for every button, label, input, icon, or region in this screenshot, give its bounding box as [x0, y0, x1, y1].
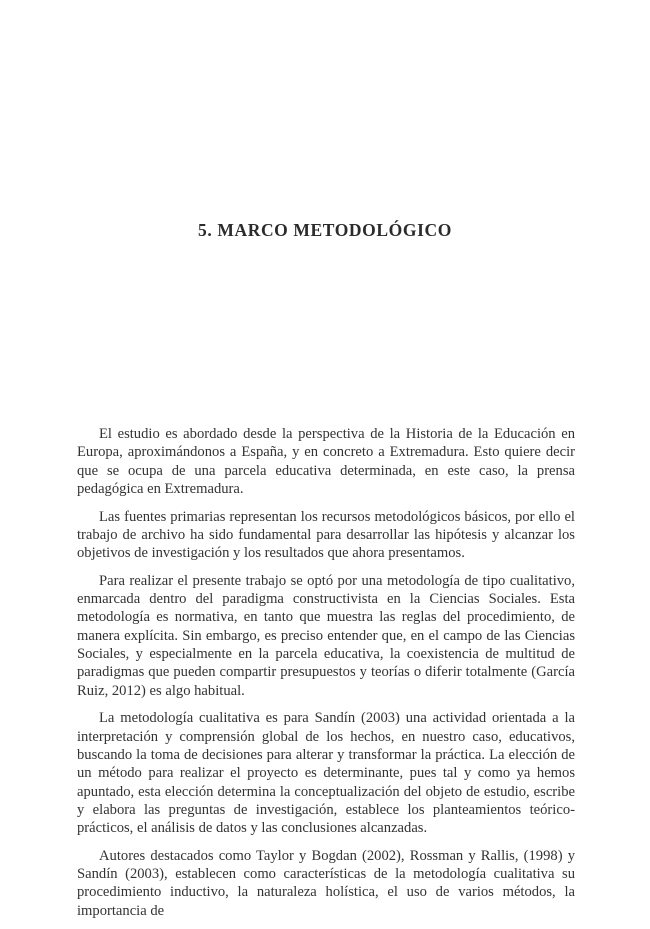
paragraph-2: Las fuentes primarias representan los recursos metodológicos básicos, por ello el trabajo de archivo ha sido fundamental para desarrollar las hipótesis y alcanzar los objetivos de investigación y los resultados que ahora presentamos.: [77, 508, 575, 562]
paragraph-3: Para realizar el presente trabajo se optó por una metodología de tipo cualitativo, enmarcada dentro del paradigma constructivista en la Ciencias Sociales. Esta metodología es normativa, en tanto que muestra las reglas del procedimiento, de manera explícita. Sin embargo, es preciso entender que, en el campo de las Ciencias Sociales, y especialmente en la parcela educativa, la coexistencia de multitud de paradigmas que pueden compartir presupuestos y teorías o diferir totalmente (García Ruiz, 2012) es algo habitual.: [77, 572, 575, 699]
paragraph-4: La metodología cualitativa es para Sandín (2003) una actividad orientada a la interpretación y comprensión global de los hechos, en nuestro caso, educativos, buscando la toma de decisiones para alterar y transformar la práctica. La elección de un método para realizar el proyecto es determinante, pues tal y como ya hemos apuntado, esta elección determina la conceptualización del objeto de estudio, escribe y elabora las preguntas de investigación, establece los planteamientos teórico-prácticos, el análisis de datos y las conclusiones alcanzadas.: [77, 710, 575, 837]
paragraph-5: Autores destacados como Taylor y Bogdan (2002), Rossman y Rallis, (1998) y Sandín (2003), establecen como características de la metodología cualitativa su procedimiento inductivo, la naturaleza holística, el uso de varios métodos, la importancia de: [77, 847, 575, 919]
paragraph-1: El estudio es abordado desde la perspectiva de la Historia de la Educación en Europa, aproximándonos a España, y en concreto a Extremadura. Esto quiere decir que se ocupa de una parcela educativa determinada, en este caso, la prensa pedagógica en Extremadura.: [77, 426, 575, 497]
body-text: [77, 425, 575, 929]
chapter-title: 5. MARCO METODOLÓGICO: [198, 220, 452, 240]
